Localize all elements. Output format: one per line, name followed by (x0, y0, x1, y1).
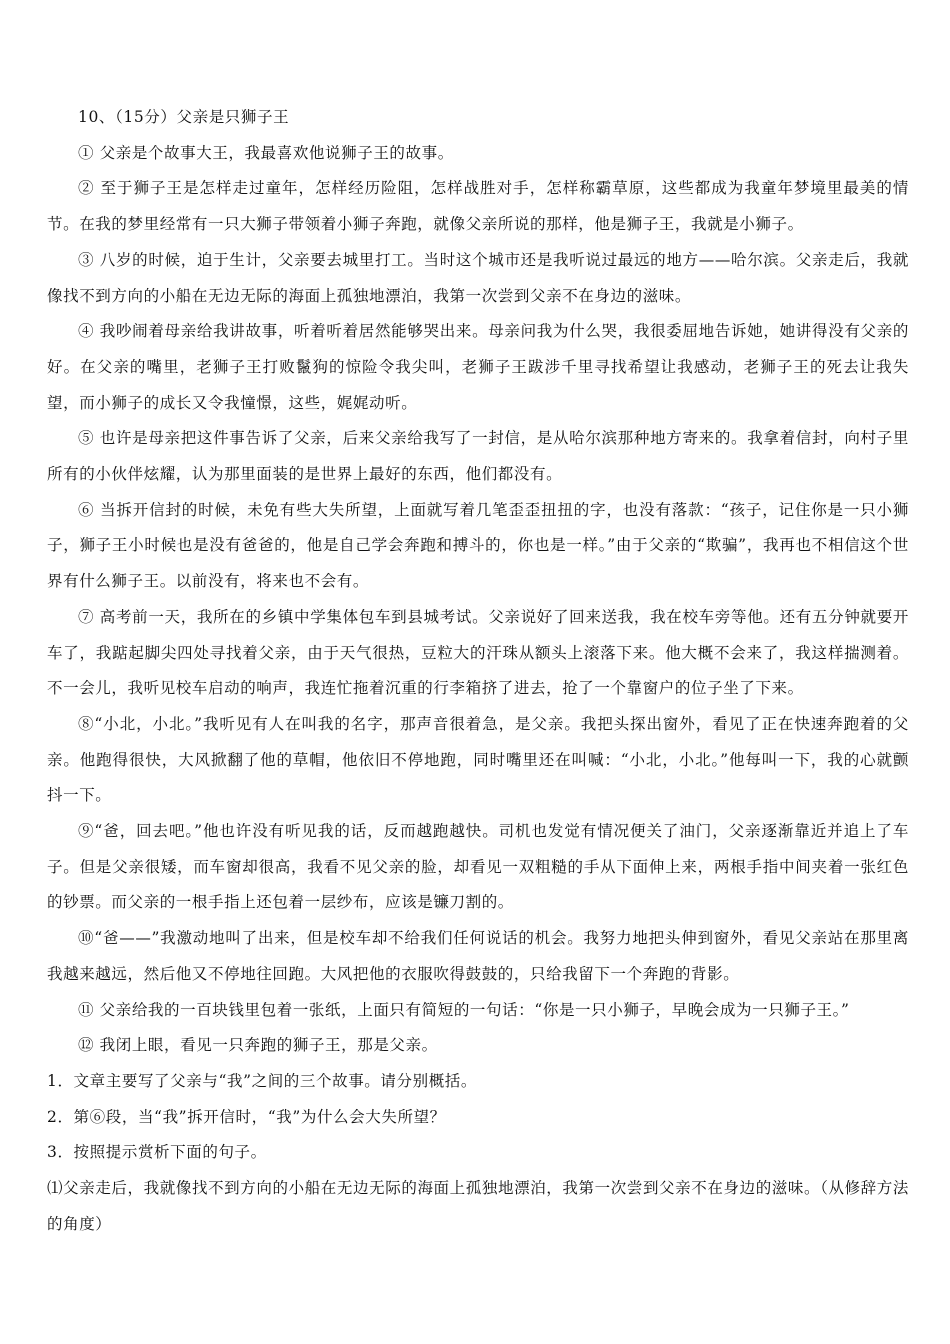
paragraph-6: ⑥ 当拆开信封的时候，未免有些大失所望，上面就写着几笔歪歪扭扭的字，也没有落款：“孩子，记住你是一只小狮子，狮子王小时候也是没有爸爸的，他是自己学会奔跑和搏斗的，你也是一样。”由于父亲的“欺骗”，我再也不相信这个世界有什么狮子王。以前没有，将来也不会有。 (47, 500, 909, 591)
paragraph-11: ⑪ 父亲给我的一百块钱里包着一张纸，上面只有简短的一句话：“你是一只小狮子，早晚会成为一只狮子王。” (78, 1000, 850, 1019)
paragraph-10: ⑩“爸——”我激动地叫了出来，但是校车却不给我们任何说话的机会。我努力地把头伸到窗外，看见父亲站在那里离我越来越远，然后他又不停地往回跑。大风把他的衣服吹得鼓鼓的，只给我留下一个奔跑的背影。 (47, 929, 909, 983)
paragraph-1: ① 父亲是个故事大王，我最喜欢他说狮子王的故事。 (78, 143, 454, 162)
question-body (47, 100, 909, 1243)
sub-question-2: 2．第⑥段，当“我”拆开信时，“我”为什么会大失所望？ (47, 1107, 446, 1126)
question-title: 10、（15分）父亲是只狮子王 (78, 108, 290, 126)
sub-question-3: 3．按照提示赏析下面的句子。 (47, 1143, 267, 1162)
sub-question-3-item-1: ⑴父亲走后，我就像找不到方向的小船在无边无际的海面上孤独地漂泊，我第一次尝到父亲不在身边的滋味。（从修辞方法的角度） (47, 1179, 909, 1233)
paragraph-5: ⑤ 也许是母亲把这件事告诉了父亲，后来父亲给我写了一封信，是从哈尔滨那种地方寄来的。我拿着信封，向村子里所有的小伙伴炫耀，认为那里面装的是世界上最好的东西，他们都没有。 (47, 429, 909, 484)
paragraph-3: ③ 八岁的时候，迫于生计，父亲要去城里打工。当时这个城市还是我听说过最远的地方——哈尔滨。父亲走后，我就像找不到方向的小船在无边无际的海面上孤独地漂泊，我第一次尝到父亲不在身边的滋味。 (47, 250, 909, 305)
paragraph-12: ⑫ 我闭上眼，看见一只奔跑的狮子王，那是父亲。 (78, 1036, 438, 1055)
paragraph-2: ② 至于狮子王是怎样走过童年，怎样经历险阻，怎样战胜对手，怎样称霸草原，这些都成为我童年梦境里最美的情节。在我的梦里经常有一只大狮子带领着小狮子奔跑，就像父亲所说的那样，他是狮子王，我就是小狮子。 (47, 179, 909, 234)
paragraph-9: ⑨“爸，回去吧。”他也许没有听见我的话，反而越跑越快。司机也发觉有情况便关了油门，父亲逐渐靠近并追上了车子。但是父亲很矮，而车窗却很高，我看不见父亲的脸，却看见一双粗糙的手从下面伸上来，两根手指中间夹着一张红色的钞票。而父亲的一根手指上还包着一层纱布，应该是镰刀割的。 (47, 822, 909, 912)
sub-question-1: 1．文章主要写了父亲与“我”之间的三个故事。请分别概括。 (47, 1071, 478, 1090)
paragraph-4: ④ 我吵闹着母亲给我讲故事，听着听着居然能够哭出来。母亲问我为什么哭，我很委屈地告诉她，她讲得没有父亲的好。在父亲的嘴里，老狮子王打败鬣狗的惊险令我尖叫，老狮子王跋涉千里寻找希望让我感动，老狮子王的死去让我失望，而小狮子的成长又令我憧憬，这些，娓娓动听。 (47, 322, 909, 412)
paragraph-7: ⑦ 高考前一天，我所在的乡镇中学集体包车到县城考试。父亲说好了回来送我，我在校车旁等他。还有五分钟就要开车了，我踮起脚尖四处寻找着父亲，由于天气很热，豆粒大的汗珠从额头上滚落下来。他大概不会来了，我这样揣测着。不一会儿，我听见校车启动的响声，我连忙拖着沉重的行李箱挤了进去，抢了一个靠窗户的位子坐了下来。 (47, 607, 909, 698)
paragraph-8: ⑧“小北，小北。”我听见有人在叫我的名字，那声音很着急，是父亲。我把头探出窗外，看见了正在快速奔跑着的父亲。他跑得很快，大风掀翻了他的草帽，他依旧不停地跑，同时嘴里还在叫喊：“小北，小北。”他每叫一下，我的心就颤抖一下。 (47, 714, 909, 805)
